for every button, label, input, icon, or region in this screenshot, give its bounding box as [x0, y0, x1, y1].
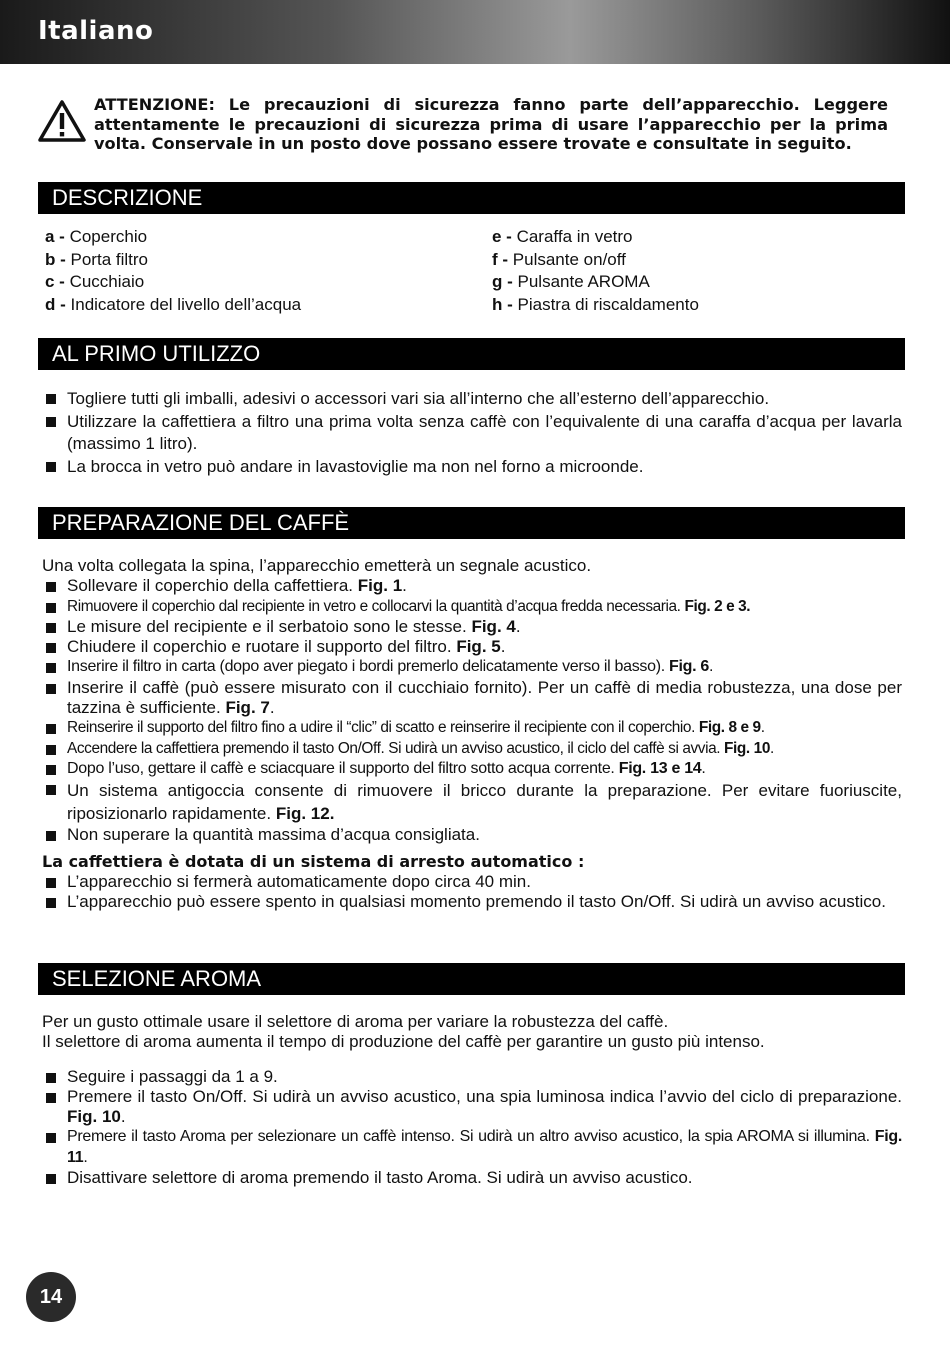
list-item: g - Pulsante AROMA — [492, 272, 650, 292]
section-header-descrizione: DESCRIZIONE — [38, 182, 905, 214]
first-use-list — [42, 388, 902, 478]
list-item: a - Coperchio — [45, 227, 148, 246]
section-header-primo-utilizzo: AL PRIMO UTILIZZO — [38, 338, 905, 370]
list-item: Accendere la caffettiera premendo il tasto On/Off. Si udirà un avviso acustico, il ciclo del caffè si avvia. Fig. 10. — [42, 739, 902, 759]
list-item: Le misure del recipiente e il serbatoio sono le stesse. Fig. 4. — [42, 617, 902, 637]
list-item: c - Cucchiaio — [45, 272, 145, 292]
auto-stop-title: La caffettiera è dotata di un sistema di arresto automatico : — [42, 851, 585, 871]
description-right-list — [492, 226, 699, 317]
section-header-aroma: SELEZIONE AROMA — [38, 963, 905, 995]
list-item: Chiudere il coperchio e ruotare il supporto del filtro. Fig. 5. — [42, 637, 902, 657]
preparation-intro: Una volta collegata la spina, l’apparecchio emetterà un segnale acustico. — [42, 556, 592, 575]
list-item: Rimuovere il coperchio dal recipiente in vetro e collocarvi la quantità d’acqua fredda necessaria. Fig. 2 e 3. — [42, 597, 902, 617]
list-item: Inserire il filtro in carta (dopo aver piegato i bordi premerlo delicatamente verso il basso). Fig. 6. — [42, 657, 902, 677]
safety-warning — [38, 95, 888, 154]
list-item: e - Caraffa in vetro — [492, 227, 633, 246]
warning-text: ATTENZIONE: Le precauzioni di sicurezza fanno parte dell’apparecchio. Leggere attentamente le precauzioni di sicurezza prima di usare l’apparecchio per la prima volta. Conservale in un posto dove possano essere trovate e consultate in seguito. — [94, 95, 888, 153]
warning-triangle-icon — [38, 99, 86, 143]
description-left-list — [45, 226, 301, 317]
page-number: 14 — [26, 1272, 76, 1322]
list-item: d - Indicatore del livello dell’acqua — [45, 295, 302, 315]
list-item: La brocca in vetro può andare in lavastoviglie ma non nel forno a microonde. — [42, 456, 902, 479]
list-item: Disattivare selettore di aroma premendo il tasto Aroma. Si udirà un avviso acustico. — [42, 1168, 902, 1188]
section-header-preparazione: PREPARAZIONE DEL CAFFÈ — [38, 507, 905, 539]
aroma-block — [42, 1012, 902, 1188]
list-item: h - Piastra di riscaldamento — [492, 295, 699, 315]
list-item: Togliere tutti gli imballi, adesivi o accessori vari sia all’interno che all’esterno dell’apparecchio. — [42, 388, 902, 411]
list-item: Reinserire il supporto del filtro fino a udire il “clic” di scatto e reinserire il recipiente con il coperchio. Fig. 8 e 9. — [42, 718, 902, 738]
list-item: Premere il tasto On/Off. Si udirà un avviso acustico, una spia luminosa indica l’avvio del ciclo di preparazione. Fig. 10. — [42, 1087, 902, 1128]
aroma-intro-1: Per un gusto ottimale usare il selettore di aroma per variare la robustezza del caffè. — [42, 1012, 669, 1031]
header-bar — [0, 0, 950, 64]
list-item: Utilizzare la caffettiera a filtro una prima volta senza caffè con l’equivalente di una caraffa d’acqua per lavarla (massimo 1 litro). — [42, 411, 902, 456]
list-item: f - Pulsante on/off — [492, 249, 626, 269]
list-item: Seguire i passaggi da 1 a 9. — [42, 1067, 902, 1087]
list-item: Sollevare il coperchio della caffettiera. Fig. 1. — [42, 576, 902, 596]
list-item: Premere il tasto Aroma per selezionare un caffè intenso. Si udirà un altro avviso acustico, la spia AROMA si illumina. Fig. 11. — [42, 1127, 902, 1168]
list-item: Un sistema antigoccia consente di rimuovere il bricco durante la preparazione. Per evitare fuoriuscite, riposizionarlo rapidamente. Fig. 12. — [42, 779, 902, 825]
aroma-intro-2: Il selettore di aroma aumenta il tempo di produzione del caffè per garantire un gusto più intenso. — [42, 1032, 765, 1052]
list-item: L’apparecchio può essere spento in qualsiasi momento premendo il tasto On/Off. Si udirà un avviso acustico. — [42, 892, 902, 912]
list-item: Inserire il caffè (può essere misurato con il cucchiaio fornito). Per un caffè di media robustezza, una dose per tazzina è sufficiente. Fig. 7. — [42, 678, 902, 719]
preparation-block — [42, 556, 902, 912]
list-item: L’apparecchio si fermerà automaticamente dopo circa 40 min. — [42, 872, 902, 892]
list-item: Non superare la quantità massima d’acqua consigliata. — [42, 825, 902, 845]
list-item: b - Porta filtro — [45, 249, 148, 269]
list-item: Dopo l’uso, gettare il caffè e sciacquare il supporto del filtro sotto acqua corrente. Fig. 13 e 14. — [42, 759, 902, 779]
language-title: Italiano — [38, 16, 154, 46]
